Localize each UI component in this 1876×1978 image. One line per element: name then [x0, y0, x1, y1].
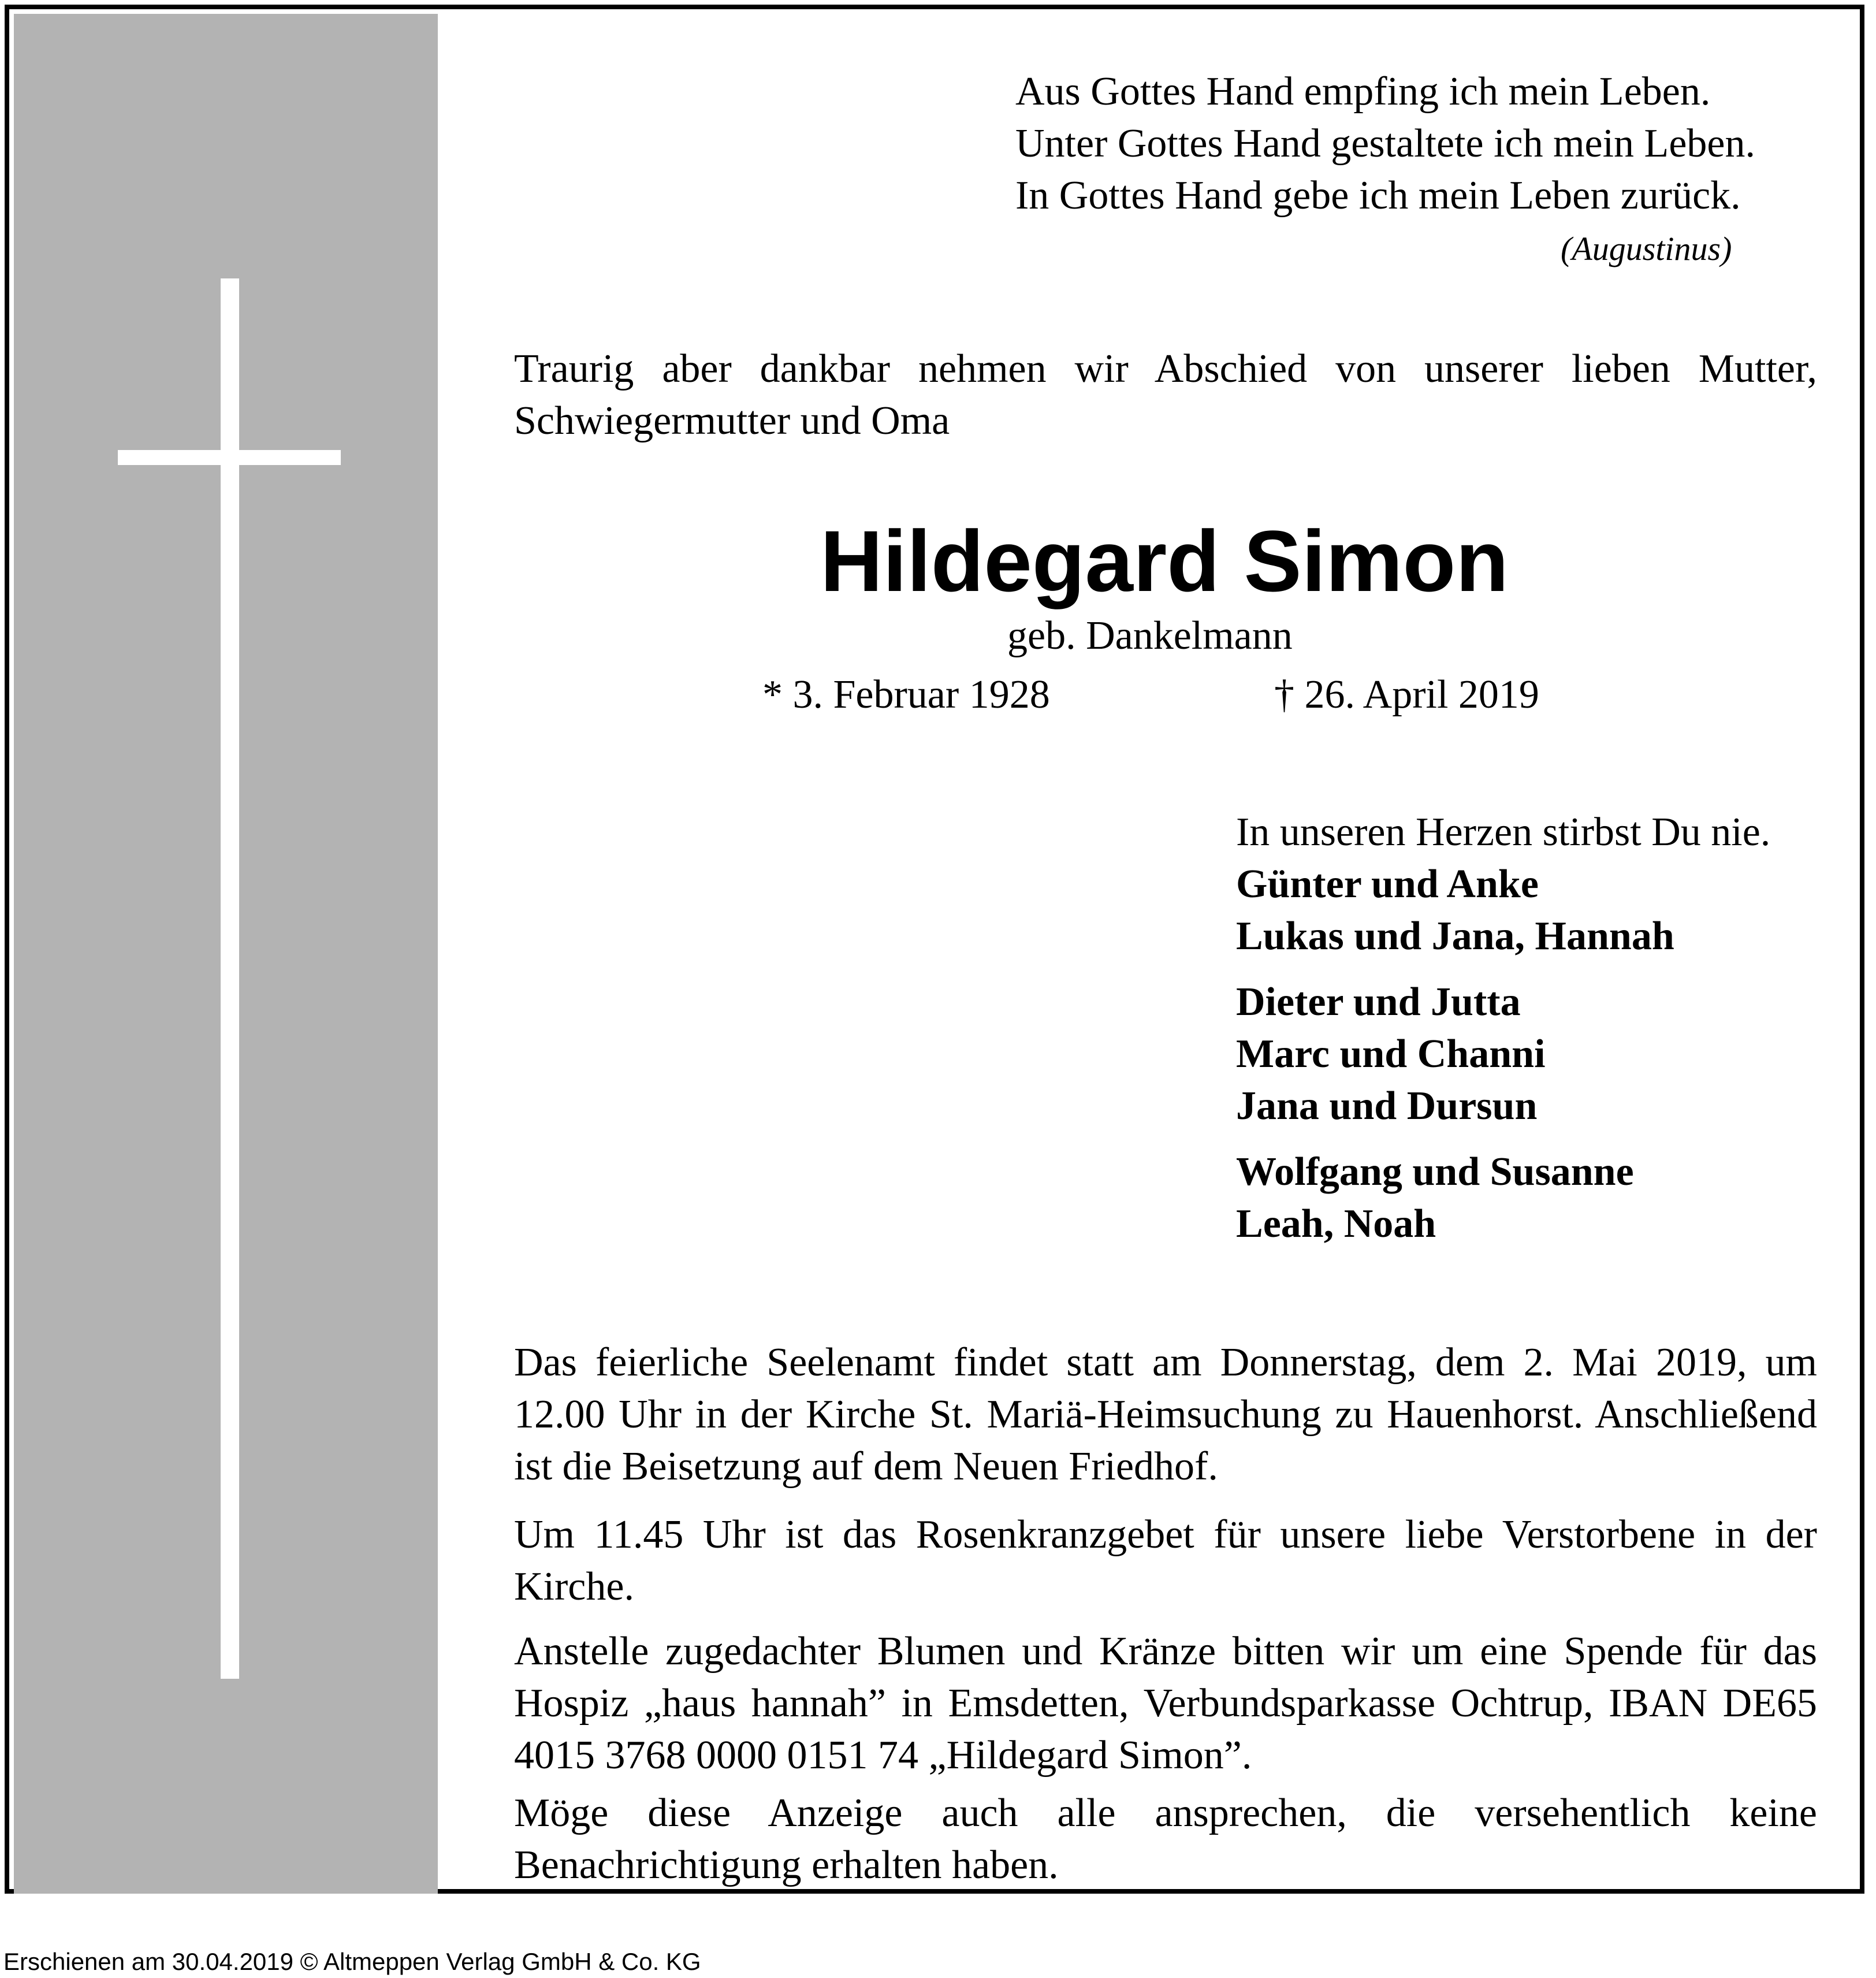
motto-attribution: (Augustinus) [1561, 230, 1732, 267]
intro-text: Traurig aber dankbar nehmen wir Abschied von unserer lieben Mutter, Schwiegermutter und Oma [514, 347, 1817, 443]
mourner-line: Leah, Noah [1236, 1202, 1436, 1246]
mourner-line: Dieter und Jutta [1236, 980, 1521, 1024]
mourner-line: Lukas und Jana, Hannah [1236, 914, 1674, 958]
notice-no-notification: Möge diese Anzeige auch alle ansprechen, die versehentlich keine Benachrichtigung erhalten haben. [514, 1791, 1817, 1887]
cross-icon-vertical-bar [221, 278, 239, 1679]
motto-line-1: Aus Gottes Hand empfing ich mein Leben. [1015, 69, 1711, 114]
obituary-frame [5, 5, 1864, 1894]
motto-line-3: In Gottes Hand gebe ich mein Leben zurück. [1015, 173, 1741, 218]
notice-donation: Anstelle zugedachter Blumen und Kränze bitten wir um eine Spende für das Hospiz „haus hannah” in Emsdetten, Verbundsparkasse Ochtrup, IBAN DE65 4015 3768 0000 0151 74 „Hildegard Simon”. [514, 1629, 1817, 1778]
mourners-tagline: In unseren Herzen stirbst Du nie. [1236, 810, 1771, 854]
death-date: † 26. April 2019 [1274, 672, 1539, 717]
maiden-name: geb. Dankelmann [1007, 614, 1293, 658]
mourner-line: Günter und Anke [1236, 862, 1539, 906]
cross-icon-horizontal-bar [118, 450, 341, 465]
mourner-line: Jana und Dursun [1236, 1084, 1538, 1128]
notice-funeral-mass: Das feierliche Seelenamt findet statt am Donnerstag, dem 2. Mai 2019, um 12.00 Uhr in der Kirche St. Mariä-Heimsuchung zu Hauenhorst. Anschließend ist die Beisetzung auf dem Neuen Friedhof. [514, 1340, 1817, 1489]
motto-line-2: Unter Gottes Hand gestaltete ich mein Leben. [1015, 121, 1755, 166]
deceased-name: Hildegard Simon [820, 512, 1509, 609]
decorative-sidebar [14, 14, 438, 1894]
mourner-line: Marc und Channi [1236, 1032, 1546, 1076]
birth-date: * 3. Februar 1928 [762, 672, 1050, 717]
mourner-line: Wolfgang und Susanne [1236, 1150, 1634, 1194]
publication-footer: Erschienen am 30.04.2019 © Altmeppen Verlag GmbH & Co. KG [3, 1948, 701, 1975]
notice-rosary: Um 11.45 Uhr ist das Rosenkranzgebet für unsere liebe Verstorbene in der Kirche. [514, 1512, 1817, 1609]
